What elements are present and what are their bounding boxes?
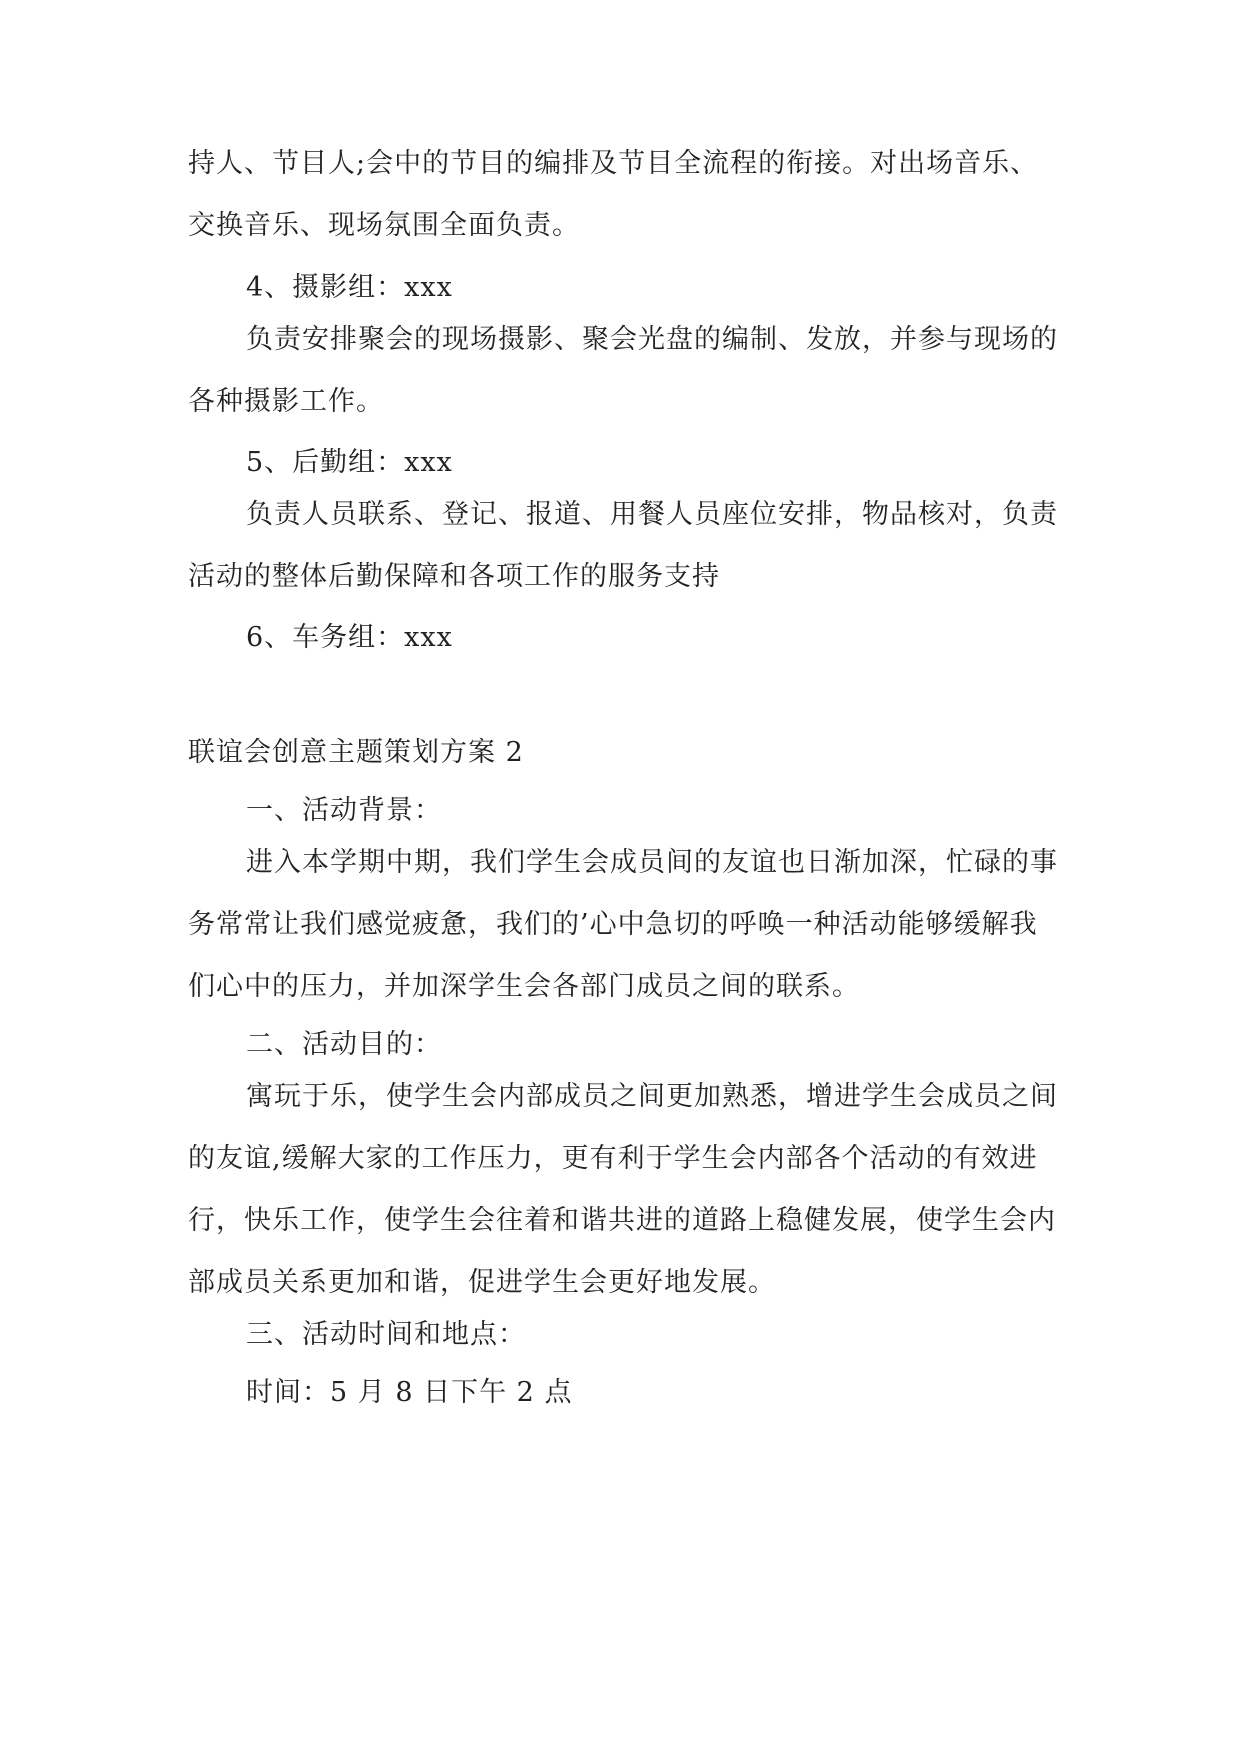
activity-time-text: 时间：5 月 8 日下午 2 点 [246,1377,573,1408]
paragraph-activity-purpose: 寓玩于乐，使学生会内部成员之间更加熟悉，增进学生会成员之间的友谊,缓解大家的工作压力，更有利于学生会内部各个活动的有效进行，快乐工作，使学生会往着和谐共进的道路上稳健发展，使学生会内部成员关系更加和谐，促进学生会更好地发展。 [188,1081,1058,1298]
paragraph-activity-background: 进入本学期中期，我们学生会成员间的友谊也日渐加深，忙碌的事务常常让我们感觉疲惫，我们的’心中急切的呼唤一种活动能够缓解我们心中的压力，并加深学生会各部门成员之间的联系。 [188,847,1058,1002]
section-title-plan-2: 联谊会创意主题策划方案 2 [188,737,524,768]
paragraph-logistics-duties: 负责人员联系、登记、报道、用餐人员座位安排，物品核对，负责活动的整体后勤保障和各项工作的服务支持 [188,499,1058,592]
heading-activity-background: 一、活动背景： [246,795,442,826]
heading-transport-group: 6、车务组：xxx [246,622,453,653]
heading-activity-purpose: 二、活动目的： [246,1029,442,1060]
heading-logistics-group: 5、后勤组：xxx [246,447,453,478]
heading-photography-group: 4、摄影组：xxx [246,272,453,303]
paragraph-photography-duties: 负责安排聚会的现场摄影、聚会光盘的编制、发放，并参与现场的各种摄影工作。 [188,324,1058,417]
paragraph-host-duties: 持人、节目人;会中的节目的编排及节目全流程的衔接。对出场音乐、交换音乐、现场氛围全面负责。 [188,148,1039,241]
heading-time-and-place: 三、活动时间和地点： [246,1319,526,1350]
